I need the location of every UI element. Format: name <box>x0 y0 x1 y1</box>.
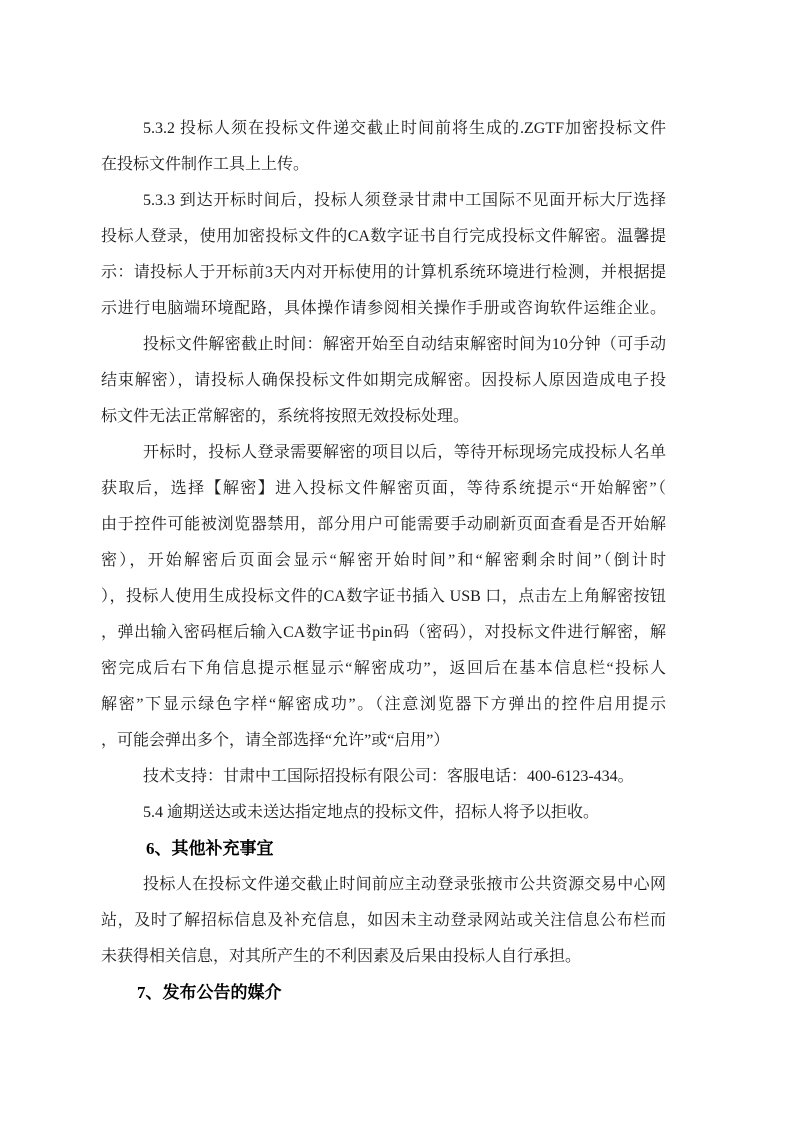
text-line: 投标人登录，使用加密投标文件的CA数字证书自行完成投标文件解密。温馨提 <box>101 228 666 245</box>
text-line: 密），开始解密后页面会显示“解密开始时间”和“解密剩余时间”（倒计时 <box>101 552 666 569</box>
paragraph-decrypt-deadline <box>101 327 666 435</box>
text-line: ，弹出输入密码框后输入CA数字证书pin码（密码），对投标文件进行解密，解 <box>101 624 666 641</box>
text-line: 在投标文件制作工具上上传。 <box>101 156 310 173</box>
text-line: 结束解密），请投标人确保投标文件如期完成解密。因投标人原因造成电子投 <box>101 372 666 389</box>
text-line: 5.3.2 投标人须在投标文件递交截止时间前将生成的.ZGTF加密投标文件 <box>143 120 666 137</box>
text-line: 未获得相关信息，对其所产生的不利因素及后果由投标人自行承担。 <box>101 948 582 965</box>
heading-announcement-media: 7、发布公告的媒介 <box>137 983 282 1002</box>
text-line: 投标人在投标文件递交截止时间前应主动登录张掖市公共资源交易中心网 <box>143 876 666 893</box>
text-line: ），投标人使用生成投标文件的CA数字证书插入 USB 口，点击左上角解密按钮 <box>101 588 666 605</box>
paragraph-54 <box>101 795 666 831</box>
heading-other-supplement-matters: 6、其他补充事宜 <box>146 839 274 858</box>
text-line: 开标时，投标人登录需要解密的项目以后，等待开标现场完成投标人名单 <box>143 444 666 461</box>
text-line: 获取后，选择【解密】进入投标文件解密页面，等待系统提示“开始解密”（ <box>101 480 666 497</box>
text-line: 示：请投标人于开标前3天内对开标使用的计算机系统环境进行检测，并根据提 <box>101 264 666 281</box>
text-line: 站，及时了解招标信息及补充信息，如因未主动登录网站或关注信息公布栏而 <box>101 912 666 929</box>
text-line: 技术支持：甘肃中工国际招投标有限公司：客服电话：400-6123-434。 <box>143 768 634 785</box>
text-line: 示进行电脑端环境配路，具体操作请参阅相关操作手册或咨询软件运维企业。 <box>101 300 666 317</box>
paragraph-532 <box>101 111 666 183</box>
paragraph-tech-support <box>101 759 666 795</box>
text-line: 投标文件解密截止时间：解密开始至自动结束解密时间为10分钟（可手动 <box>143 336 666 353</box>
text-line: 标文件无法正常解密的，系统将按照无效投标处理。 <box>101 408 470 425</box>
paragraph-supplement <box>101 867 666 975</box>
document-text-block <box>101 111 666 1011</box>
text-line: 由于控件可能被浏览器禁用，部分用户可能需要手动刷新页面查看是否开始解 <box>101 516 666 533</box>
text-line: 5.4 逾期送达或未送达指定地点的投标文件，招标人将予以拒收。 <box>143 804 600 821</box>
text-line: ，可能会弹出多个，请全部选择“允许”或“启用”） <box>101 732 450 749</box>
text-line: 密完成后右下角信息提示框显示“解密成功”，返回后在基本信息栏“投标人 <box>101 660 666 677</box>
paragraph-bid-opening <box>101 435 666 759</box>
text-line: 解密”下显示绿色字样“解密成功”。（注意浏览器下方弹出的控件启用提示 <box>101 696 666 713</box>
text-line: 5.3.3 到达开标时间后，投标人须登录甘肃中工国际不见面开标大厅选择 <box>143 192 666 209</box>
paragraph-533 <box>101 183 666 327</box>
